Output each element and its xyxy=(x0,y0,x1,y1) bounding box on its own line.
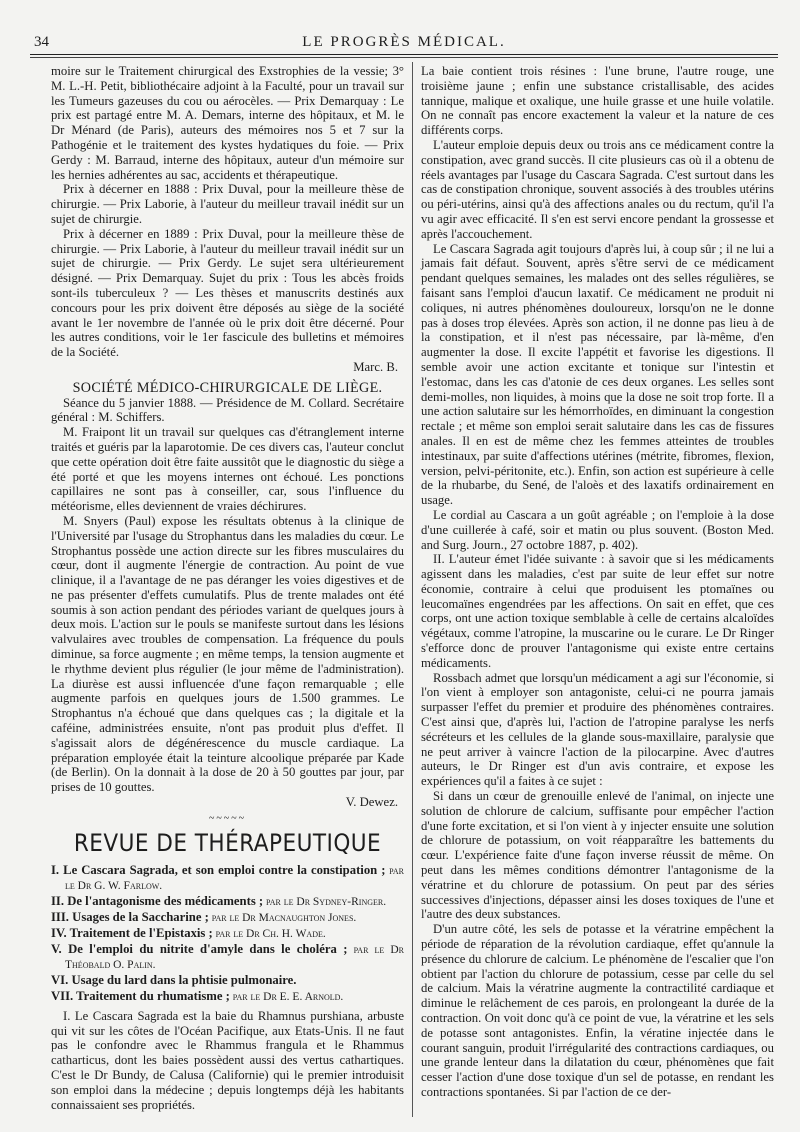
running-header xyxy=(30,30,778,52)
body-paragraph: II. L'auteur émet l'idée suivante : à savoir que si les médicaments agissent dans les maladies, c'est par suite de leur effet sur notre économie, contraire à celui que produisent les ptomaïnes ou leucomaïnes engendrées par les affections. On sait en effet, que ces corps, ont une action toxique semblable à celle de certains alcaloïdes végétaux, comme l'atropine, la muscarine ou le curare. Le Dr Ringer s'efforce donc de prouver l'antagonisme qui existe entre certains médicaments. xyxy=(421,552,774,670)
column-rule xyxy=(412,62,413,1117)
ornament-divider: ~~~~~ xyxy=(208,812,247,824)
prize-paragraph: moire sur le Traitement chirurgical des Exstrophies de la vessie; 3° M. L.-H. Petit, bibliothécaire adjoint à la Faculté, pour un travail sur les Tumeurs gazeuses du cou ou aérocèles. — Prix Demarquay : Le prix est partagé entre M. A. Demars, interne des hôpitaux, et M. le Dr Ménard (de Paris), auteurs des mémoires nos 5 et 7 sur la Pathogénie et le traitement des kystes hydatiques du foie. — Prix Gerdy : M. Barraud, interne des hôpitaux, auteur d'un mémoire sur les hernies adhérentes au sac, accidents et thérapeutique. xyxy=(51,64,404,182)
page-number: 34 xyxy=(34,34,49,50)
society-heading: SOCIÉTÉ MÉDICO-CHIRURGICALE DE LIÈGE. xyxy=(72,379,383,396)
header-rule-thin xyxy=(30,57,778,58)
fraipont-paragraph: M. Fraipont lit un travail sur quelques cas d'étranglement interne traités et guéris par la laparotomie. De ces divers cas, l'auteur conclut que cette opération doit être faite aussitôt que le diagnostic du siège a été porté et que les moyens internes ont échoué. Les ponctions capillaires ne sont pas à conseiller, car, sous l'influence du météorisme, elles deviennent de vraies déchirures. xyxy=(51,425,404,514)
toc-item: V. De l'emploi du nitrite d'amyle dans le choléra ; par le Dr Théobald O. Palin. xyxy=(51,941,404,972)
toc-item: I. Le Cascara Sagrada, et son emploi contre la constipation ; par le Dr G. W. Farlow. xyxy=(51,862,405,893)
body-paragraph: Le cordial au Cascara a un goût agréable ; on l'emploie à la dose d'une cuillerée à café, soir et matin ou plus souvent. (Boston Med. and Surg. Journ., 27 octobre 1887, p. 402). xyxy=(421,507,774,552)
signature: Marc. B. xyxy=(353,359,398,374)
body-paragraph: Le Cascara Sagrada agit toujours d'après lui, à coup sûr ; il ne lui a jamais fait défaut. Souvent, après s'être servi de ce médicament pendant quelques semaines, les malades ont des selles régulières, se faisant sans l'emploi d'aucun laxatif. Ce médicament ne produit ni coliques, ni autres phénomènes douloureux, lorsqu'on ne le donne pas à doses trop élevées. Après son action, il ne donne pas lieu à de la constipation, et il n'est pas nécessaire, par là-même, d'en augmenter la dose. Il excite l'appétit et favorise les digestions. Il semble avoir une action excitante et tonique sur l'intestin et l'estomac, dans les cas d'atonie de ces deux organes. Les selles sont demi-molles, non liquides, à moins que la dose ne soit trop forte. Il a une action salutaire sur les hémorrhoïdes, en diminuant la congestion rectale ; et même son emploi serait salutaire dans les cas de fissures anales. Il en est de même chez les femmes atteintes de troubles intestinaux, par suite d'affections utérines (métrite, fibromes, flexion, version, pelvi-péritonite, etc.). Enfin, son action est supérieure à celle de la rhubarbe, du Sené, de l'aloès et des laxatifs ordinairement en usage. xyxy=(421,241,774,508)
journal-title: LE PROGRÈS MÉDICAL. xyxy=(302,34,506,50)
seance-line: Séance du 5 janvier 1888. — Présidence de M. Collard. Secrétaire général : M. Schiffers. xyxy=(51,395,404,425)
cascara-paragraph: I. Le Cascara Sagrada est la baie du Rhamnus purshiana, arbuste qui vit sur les côtes de l'Océan Pacifique, aux Etats-Unis. Il ne faut pas le confondre avec le Rhammus frangula et le Rhammus catharticus, dont les baies possèdent aussi des vertus cathartiques. C'est le Dr Bundy, de Calusa (Californie) qui le premier introduisit son emploi dans la médecine ; depuis longtemps déjà les habitants connaissaient ses propriétés. xyxy=(51,1008,404,1112)
section-title: REVUE DE THÉRAPEUTIQUE xyxy=(73,828,382,857)
toc-item: II. De l'antagonisme des médicaments ; par le Dr Sydney-Ringer. xyxy=(51,894,387,909)
body-paragraph: La baie contient trois résines : l'une brune, l'autre rouge, une troisième jaune ; enfin une substance cristallisable, des acides tannique, malique et oxalique, une huile grasse et une huile volatile. On ne connaît pas encore exactement la valeur et la nature de ces différents corps. xyxy=(421,64,774,138)
body-paragraph: Si dans un cœur de grenouille enlevé de l'animal, on injecte une solution de chlorure de calcium, suffisante pour empêcher l'action d'une forte excitation, et si l'on vient à y injecter ensuite une solution de chlorure de potassium, on voit réapparaître les battements du cœur. L'expérience faite d'une façon inverse réussit de même. On peut dans les mêmes conditions démontrer l'antagonisme de la vératrine et du chlorure de potassium. On peut par des séries successives d'injections, dépasser ainsi les doses toxiques de l'une et l'autre des deux substances. xyxy=(421,789,774,922)
toc-item: VII. Traitement du rhumatisme ; par le Dr E. E. Arnold. xyxy=(51,989,344,1004)
body-paragraph: L'auteur emploie depuis deux ou trois ans ce médicament contre la constipation, avec grand succès. Il cite plusieurs cas où il a obtenu de réels avantages par l'usage du Cascara Sagrada. C'est surtout dans les cas de constipation chronique, souvent associés à des troubles utérins ou péri-utérins, ainsi qu'à des affections anales ou du rectum, qu'il l'a vu agir avec efficacité. Il s'en est servi encore pendant la grossesse et après l'accouchement. xyxy=(421,137,774,241)
header-rule xyxy=(30,54,778,55)
snyers-paragraph: M. Snyers (Paul) expose les résultats obtenus à la clinique de l'Université par l'usage du Strophantus dans les maladies du cœur. Le Strophantus possède une action directe sur les fibres musculaires du cœur, dont il augmente l'énergie de contraction. Au point de vue clinique, il a l'avantage de ne pas déranger les voies digestives et de ne pas présenter d'effets cumulatifs. Plus de trente malades ont été soumis à son action pendant des périodes variant de quelques jours à deux mois. L'action sur le pouls se manifeste surtout dans les lésions valvulaires avec troubles de compensation. La fréquence du pouls diminue, sa force augmente ; en même temps, la tension augmente et le rhythme devient plus régulier (le jour même de l'administration). La diurèse est aussi influencée d'une façon remarquable ; elle augmente parfois en quelques jours de 1.500 grammes. Le Strophantus n'a échoué que dans quelques cas ; la digitale et la caféine, administrées ensuite, n'ont pas produit plus d'effet. Il s'agissait alors de dégénérescence du muscle cardiaque. La préparation employée était la teinture alcoolique préparée par Kade (de Berlin). On la donnait à la dose de 20 à 50 gouttes par jour, par prises de 10 gouttes. xyxy=(51,513,404,795)
left-column xyxy=(51,64,404,1112)
prize-1888-paragraph: Prix à décerner en 1888 : Prix Duval, pour la meilleure thèse de chirurgie. — Prix Laborie, à l'auteur du meilleur travail inédit sur un sujet de chirurgie. xyxy=(51,182,404,226)
prize-1889-paragraph: Prix à décerner en 1889 : Prix Duval, pour la meilleure thèse de chirurgie. — Prix Laborie, à l'auteur du meilleur travail inédit sur un sujet de chirurgie. — Prix Gerdy. Le sujet sera ultérieurement désigné. — Prix Demarquay. Sujet du prix : Tous les abcès froids sont-ils tuberculeux ? — Les thèses et manuscrits destinés aux concours pour les prix doivent être déposés au siège de la société avant le 1er novembre de l'année où le prix doit être décerné. Pour les autres conditions, voir le 1er fascicule des bulletins et mémoires de la Société. xyxy=(51,226,404,360)
right-column xyxy=(421,64,774,1100)
toc-item: IV. Traitement de l'Epistaxis ; par le Dr Ch. H. Wade. xyxy=(51,925,326,940)
body-paragraph: Rossbach admet que lorsqu'un médicament a agi sur l'économie, si l'on vient à employer son antagoniste, celui-ci ne pourra jamais surpasser l'effet du premier et produire des phénomènes contraires. C'est ainsi que, d'après lui, l'action de l'atropine paralyse les nerfs sécréteurs et les cellules de la glande sous-maxillaire, paralysie que ne peut arriver à vaincre l'action de la pilocarpine. Avec d'autres auteurs, le Dr Ringer est d'un avis contraire, et expose les expériences qu'il a faites à ce sujet : xyxy=(421,670,774,789)
body-paragraph: D'un autre côté, les sels de potasse et la vératrine empêchent la période de réparation de la révolution cardiaque, effet qu'annule la présence du chlorure de calcium. Le phénomène de l'escalier que l'on obtient par l'action du chlorure de potassium, cesse par celle du sel de calcium. Mais la vératrine augmente la contractilité cardiaque et diminue le relâchement de ces parois, en prolongeant la durée de la contraction. On voit donc qu'à ce point de vue, la vératrine et les sels de potasse sont antagonistes. Enfin, la vératine injectée dans le courant sanguin, produit l'irrégularité des contractions cardiaques, ou une grande lenteur dans la dilatation du cœur, phénomènes que fait cesser l'action d'une dose toxique d'un sel de potasse, en rendant les contractions spontanées. Si par l'action de ce der- xyxy=(421,922,774,1099)
signature: V. Dewez. xyxy=(345,795,398,810)
toc-item: VI. Usage du lard dans la phtisie pulmonaire. xyxy=(51,973,297,988)
toc-item: III. Usages de la Saccharine ; par le Dr Macnaughton Jones. xyxy=(51,910,357,925)
table-of-contents xyxy=(51,863,404,1005)
